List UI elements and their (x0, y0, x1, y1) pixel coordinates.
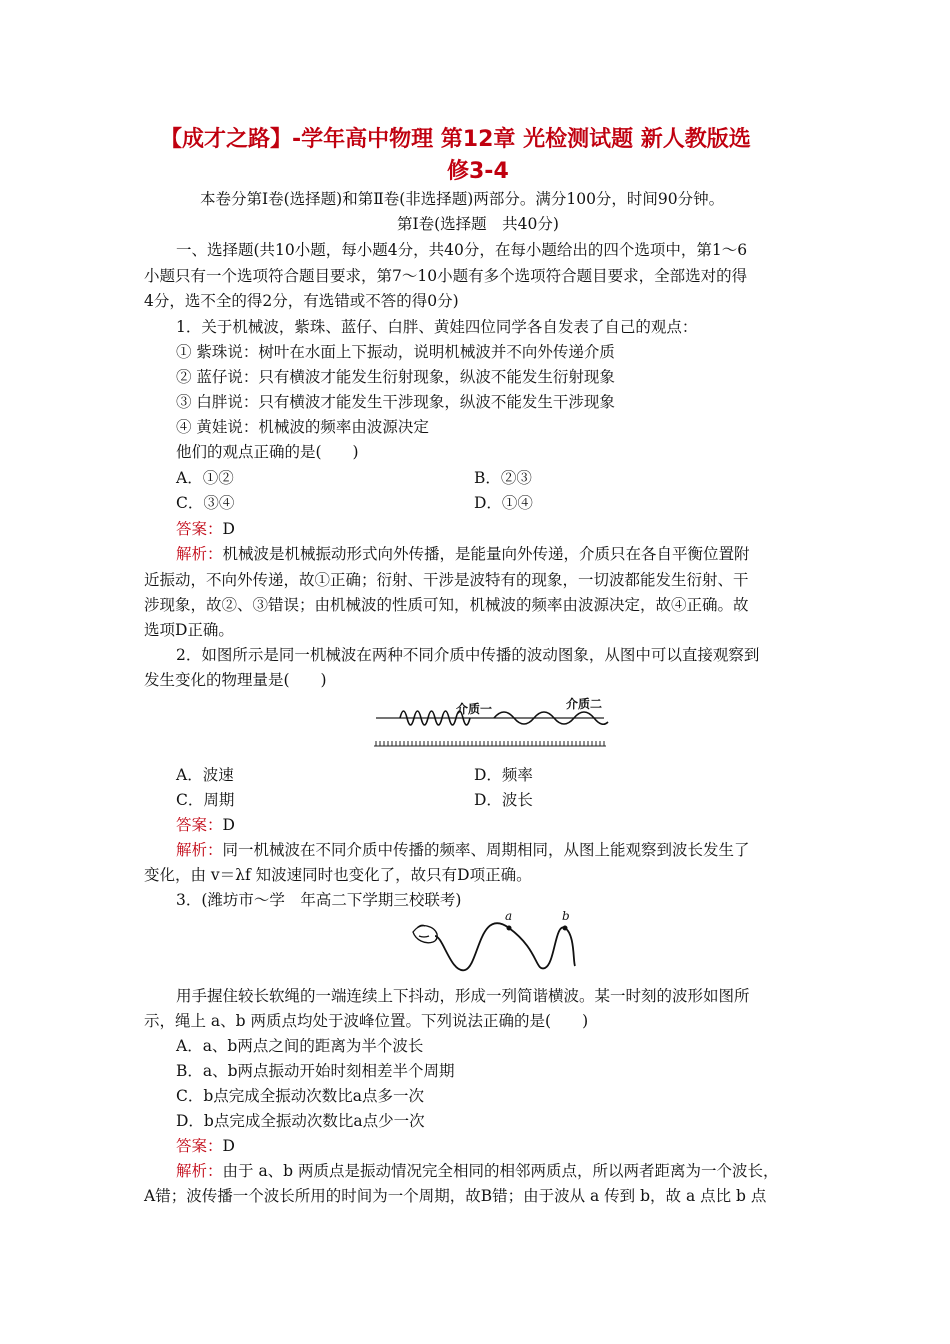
q3-text: 示，绳上 a、b 两质点均处于波峰位置。下列说法正确的是( ) (144, 1012, 589, 1030)
q1-statement: ③ 白胖说：只有横波才能发生干涉现象，纵波不能发生干涉现象 (176, 393, 615, 411)
wave-two-media-figure (370, 692, 610, 754)
q3-stem: 3．(潍坊市～学 年高二下学期三校联考) (176, 891, 462, 909)
q2-answer-value: D (222, 816, 235, 834)
q1-option-c: C．③④ (176, 494, 235, 512)
instructions-line: 一、选择题(共10小题，每小题4分，共40分，在每小题给出的四个选项中，第1～6 (176, 241, 748, 259)
q3-analysis-line: A错；波传播一个波长所用的时间为一个周期，故B错；由于波从 a 传到 b，故 a 点比 b 点 (144, 1187, 767, 1205)
q3-answer (176, 1136, 235, 1156)
q1-answer (176, 519, 235, 539)
q3-text: 用手握住较长软绳的一端连续上下抖动，形成一列简谐横波。某一时刻的波形如图所 (176, 987, 750, 1005)
q1-option-d: D．①④ (474, 494, 533, 512)
q1-statement: ① 紫珠说：树叶在水面上下振动，说明机械波并不向外传递介质 (176, 343, 615, 361)
medium-ruler (374, 741, 606, 746)
q1-analysis-label: 解析： (176, 545, 223, 563)
point-b (563, 926, 568, 931)
document-title-line-2: 修3-4 (447, 159, 509, 184)
q1-analysis-line (176, 544, 750, 564)
q1-stem: 1．关于机械波，紫珠、蓝仔、白胖、黄娃四位同学各自发表了自己的观点： (176, 318, 698, 336)
q1-statement: ② 蓝仔说：只有横波才能发生衍射现象，纵波不能发生衍射现象 (176, 368, 615, 386)
q3-analysis-line (176, 1161, 779, 1181)
q2-option-d: D．波长 (474, 791, 533, 809)
q2-analysis-text: 同一机械波在不同介质中传播的频率、周期相同，从图上能观察到波长发生了 (222, 841, 750, 859)
q3-analysis-label: 解析： (176, 1162, 223, 1180)
q2-analysis-label: 解析： (176, 841, 223, 859)
instructions-line: 4分，选不全的得2分，有选错或不答的得0分) (144, 292, 459, 310)
q2-option-b: D．频率 (474, 766, 533, 784)
q1-analysis-line: 近振动，不向外传递，故①正确；衍射、干涉是波特有的现象，一切波都能发生衍射、干 (144, 571, 749, 589)
q3-option-b: B．a、b两点振动开始时刻相差半个周期 (176, 1062, 455, 1080)
q3-analysis-text: 由于 a、b 两质点是振动情况完全相同的相邻两质点，所以两者距离为一个波长， (222, 1162, 779, 1180)
q2-option-a: A．波速 (176, 766, 234, 784)
q2-analysis-line: 变化，由 v＝λf 知波速同时也变化了，故只有D项正确。 (144, 866, 532, 884)
q2-option-c: C．周期 (176, 791, 235, 809)
point-a (507, 926, 512, 931)
intro-text: 本卷分第Ⅰ卷(选择题)和第Ⅱ卷(非选择题)两部分。满分100分，时间90分钟。 (200, 190, 725, 208)
q3-option-d: D．b点完成全振动次数比a点少一次 (176, 1112, 425, 1130)
label-medium-one: 介质一 (456, 702, 493, 716)
q1-analysis-text: 机械波是机械振动形式向外传播，是能量向外传递，介质只在各自平衡位置附 (222, 545, 750, 563)
q2-answer-label: 答案： (176, 816, 223, 834)
q2-answer (176, 815, 235, 835)
q2-analysis-line (176, 840, 750, 860)
q1-answer-value: D (222, 520, 235, 538)
label-point-b: b (562, 910, 570, 923)
instructions-line: 小题只有一个选项符合题目要求，第7～10小题有多个选项符合题目要求，全部选对的得 (144, 267, 748, 285)
q1-option-b: B．②③ (474, 469, 532, 487)
q1-question: 他们的观点正确的是( ) (176, 443, 359, 461)
q3-option-c: C．b点完成全振动次数比a点多一次 (176, 1087, 425, 1105)
q1-analysis-line: 涉现象，故②、③错误；由机械波的性质可知，机械波的频率由波源决定，故④正确。故 (144, 596, 749, 614)
rope-wave-figure (405, 910, 585, 976)
q3-option-a: A．a、b两点之间的距离为半个波长 (176, 1037, 424, 1055)
q1-statement: ④ 黄娃说：机械波的频率由波源决定 (176, 418, 429, 436)
q2-stem: 发生变化的物理量是( ) (144, 671, 327, 689)
q1-answer-label: 答案： (176, 520, 223, 538)
q3-answer-value: D (222, 1137, 235, 1155)
hand-icon (413, 925, 437, 942)
q1-option-a: A．①② (176, 469, 234, 487)
rope-wave (435, 923, 575, 970)
section-heading: 第Ⅰ卷(选择题 共40分) (397, 215, 559, 233)
q1-analysis-line: 选项D正确。 (144, 621, 234, 639)
q3-answer-label: 答案： (176, 1137, 223, 1155)
label-point-a: a (505, 910, 513, 923)
document-title-line-1: 【成才之路】-学年高中物理 第12章 光检测试题 新人教版选 (160, 127, 751, 152)
label-medium-two: 介质二 (566, 697, 603, 711)
q2-stem: 2．如图所示是同一机械波在两种不同介质中传播的波动图象，从图中可以直接观察到 (176, 646, 760, 664)
